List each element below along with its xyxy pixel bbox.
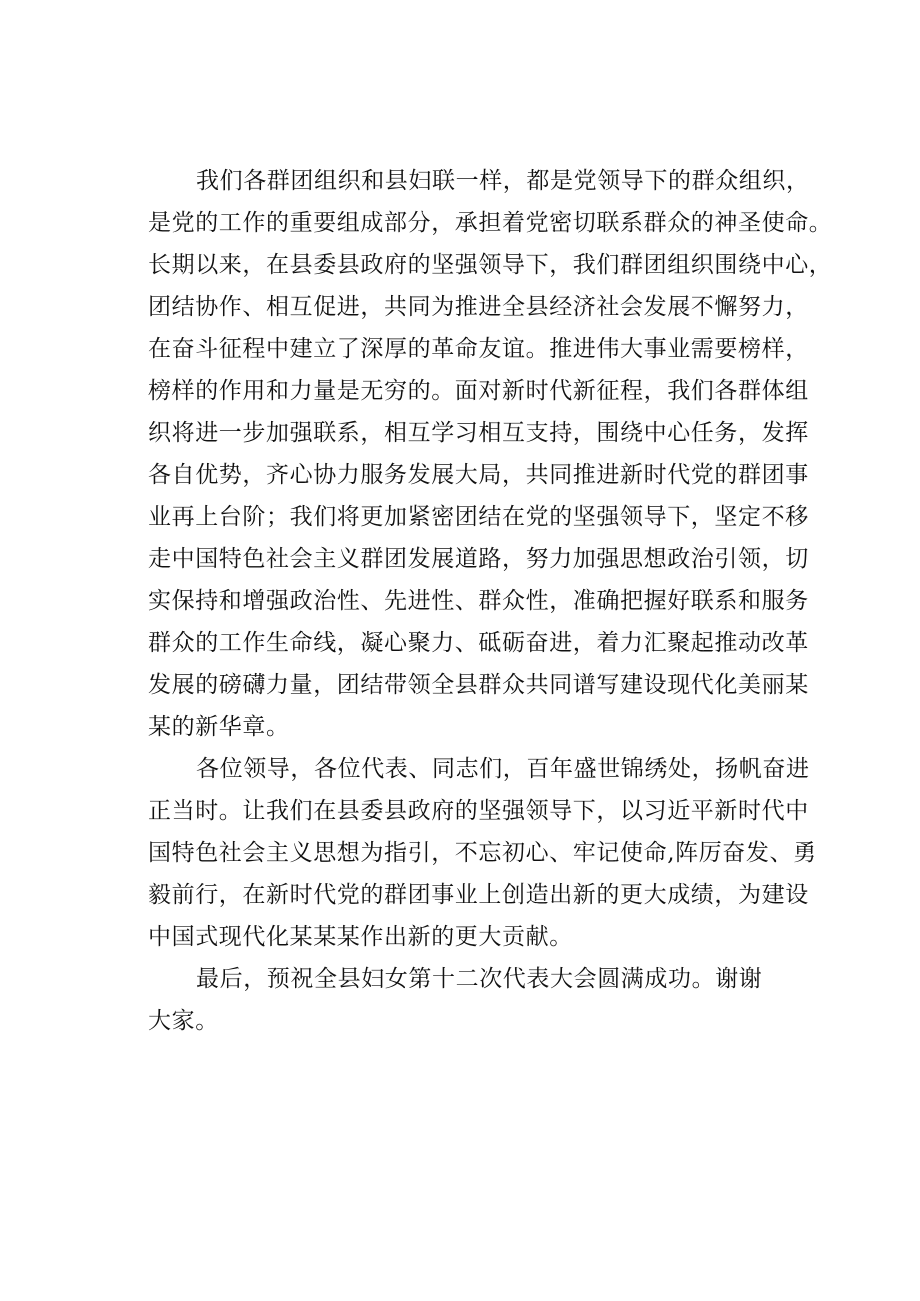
text-line: 我们各群团组织和县妇联一样，都是党领导下的群众组织， <box>196 168 810 194</box>
text-line: 毅前行，在新时代党的群团事业上创造出新的更大成绩，为建设 <box>148 882 809 908</box>
text-line: 在奋斗征程中建立了深厚的革命友谊。推进伟大事业需要榜样， <box>148 336 809 362</box>
text-line: 各自优势，齐心协力服务发展大局，共同推进新时代党的群团事 <box>148 462 809 488</box>
text-line: 业再上台阶；我们将更加紧密团结在党的坚强领导下，坚定不移 <box>148 504 809 530</box>
text-line: 某的新华章。 <box>148 714 290 740</box>
text-line: 长期以来，在县委县政府的坚强领导下，我们群团组织围绕中心， <box>148 252 833 278</box>
text-line: 织将进一步加强联系，相互学习相互支持，围绕中心任务，发挥 <box>148 420 809 446</box>
paragraph-3 <box>148 958 772 1042</box>
paragraph-1 <box>148 160 833 748</box>
text-line: 最后，预祝全县妇女第十二次代表大会圆满成功。谢谢 <box>196 966 763 992</box>
text-line: 国特色社会主义思想为指引，不忘初心、牢记使命,阵厉奋发、勇 <box>148 840 817 866</box>
text-line: 大家。 <box>148 1008 219 1034</box>
text-line: 实保持和增强政治性、先进性、群众性，准确把握好联系和服务 <box>148 588 809 614</box>
text-line: 发展的磅礴力量，团结带领全县群众共同谱写建设现代化美丽某 <box>148 672 809 698</box>
text-line: 走中国特色社会主义群团发展道路，努力加强思想政治引领，切 <box>148 546 809 572</box>
paragraph-2 <box>148 748 817 958</box>
text-line: 中国式现代化某某某作出新的更大贡献。 <box>148 924 573 950</box>
text-line: 群众的工作生命线，凝心聚力、砥砺奋进，着力汇聚起推动改革 <box>148 630 809 656</box>
text-line: 是党的工作的重要组成部分，承担着党密切联系群众的神圣使命。 <box>148 210 833 236</box>
text-line: 正当时。让我们在县委县政府的坚强领导下，以习近平新时代中 <box>148 798 809 824</box>
text-line: 榜样的作用和力量是无穷的。面对新时代新征程，我们各群体组 <box>148 378 809 404</box>
text-line: 团结协作、相互促进，共同为推进全县经济社会发展不懈努力， <box>148 294 809 320</box>
document-body <box>148 160 833 1042</box>
text-line: 各位领导，各位代表、同志们，百年盛世锦绣处，扬帆奋进 <box>196 756 810 782</box>
